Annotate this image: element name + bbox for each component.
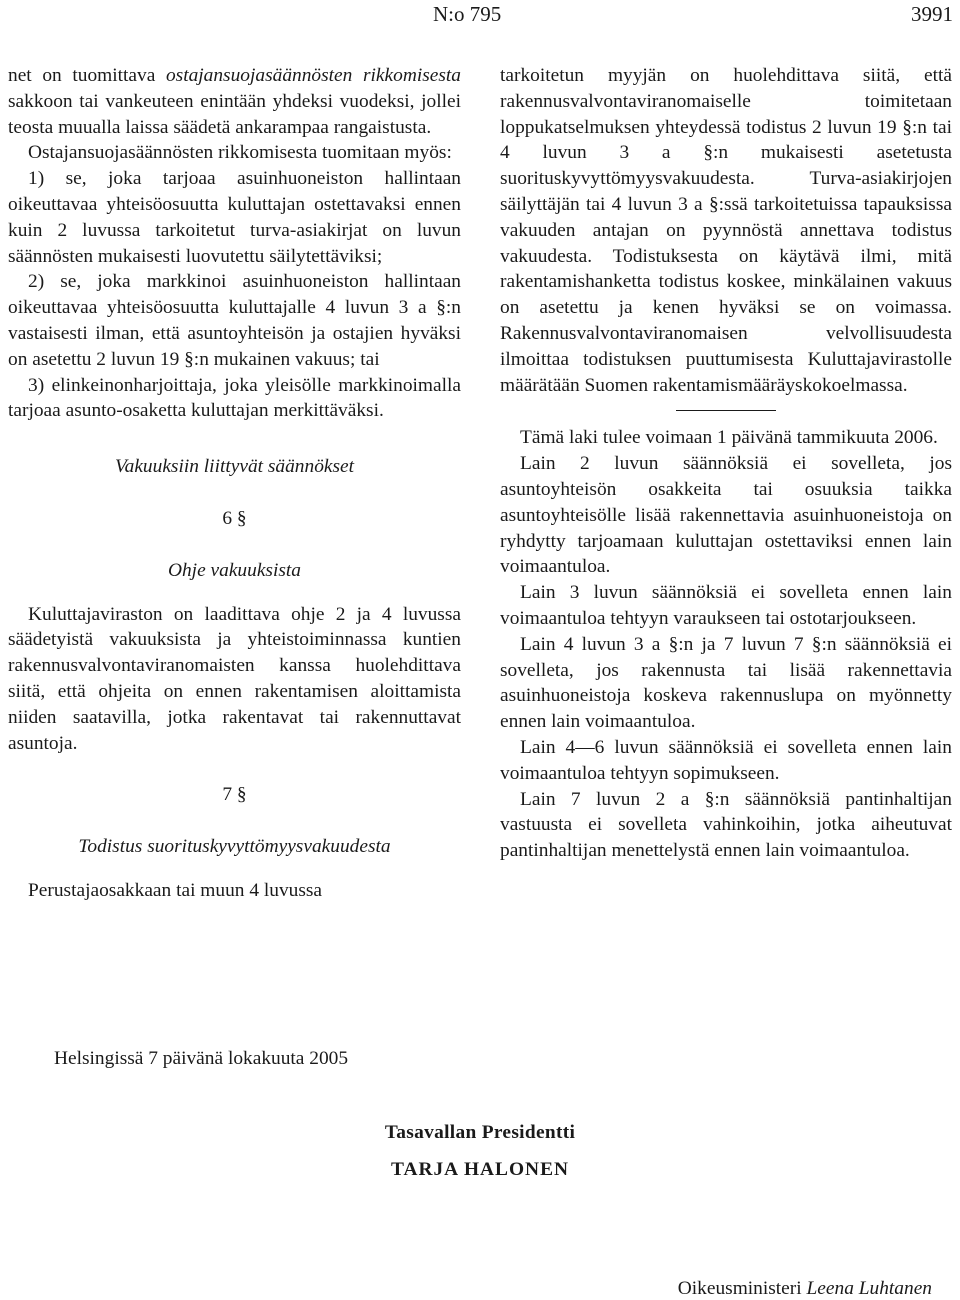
paragraph-penalty-start: net on tuomittava xyxy=(8,65,166,86)
section-6-number: 6 § xyxy=(222,507,247,529)
left-column xyxy=(8,63,461,904)
page-number: 3991 xyxy=(911,2,953,26)
minister-role: Oikeusministeri xyxy=(677,1278,802,1299)
list-item-3: 3) elinkeinonharjoittaja, joka yleisölle markkinoimalla tarjoaa asunto-osaketta kuluttajan merkittäväksi. xyxy=(8,374,461,422)
separator-line xyxy=(676,410,776,411)
section-7-title: Todistus suorituskyvyttömyysvakuudesta xyxy=(78,836,391,858)
president-name: TARJA HALONEN xyxy=(390,1159,570,1180)
minister-name: Leena Luhtanen xyxy=(806,1278,932,1299)
section-7-number: 7 § xyxy=(222,784,247,806)
transitional-chapter-4-7: Lain 4 luvun 3 a §:n ja 7 luvun 7 §:n säännöksiä ei sovelleta, jos rakennusta tai lisää rakennettavia asuinhuoneistoja koskeva rakennuslupa on myönnetty ennen lain voimaantuloa. xyxy=(500,633,952,733)
transitional-chapter-7: Lain 7 luvun 2 a §:n säännöksiä pantinhaltijan vastuusta ei sovelleta vahinkoihin, jotka aiheutuvat pantinhaltijan menettelystä ennen lain voimaantuloa. xyxy=(500,788,952,862)
section-6-title: Ohje vakuuksista xyxy=(167,559,301,581)
transitional-chapter-2: Lain 2 luvun säännöksiä ei sovelleta, jos asuntoyhteisön osakkeita tai osuuksia taikka asuntoyhteisölle lisää rakennettavia asuinhuoneistoja on ryhdytty tarjoamaan kuluttajan ostettaviksi ennen lain voimaantuloa. xyxy=(500,453,952,578)
list-item-1: 1) se, joka tarjoaa asuinhuoneiston hallintaan oikeuttavaa yhteisöosuutta kuluttajan ostettavaksi ennen kuin 2 luvussa tarkoitetut turva-asiakirjat on luvun säännösten mukaisesti luovutettu säilytettäviksi; xyxy=(8,168,461,267)
paragraph-penalty-end: sakkoon tai vankeuteen enintään yhdeksi vuodeksi, jollei teosta muualla laissa säädetä ankarampaa rangaistusta. xyxy=(8,90,461,138)
paragraph-also-convicted: Ostajansuojasäännösten rikkomisesta tuomitaan myös: xyxy=(28,142,452,164)
transitional-chapter-3: Lain 3 luvun säännöksiä ei sovelleta ennen lain voimaantuloa tehtyyn varaukseen tai ostotarjoukseen. xyxy=(500,582,952,629)
chapter-heading: Vakuuksiin liittyvät säännökset xyxy=(114,456,355,478)
section-6-text: Kuluttajaviraston on laadittava ohje 2 ja 4 luvussa säädetyistä vakuuksista ja yhteistoiminnassa kuntien rakennusvalvontaviranomaisten kanssa huolehdittava siitä, että ohjeita on ennen rakentamisen aloittamista niiden saatavilla, jotka rakentavat tai rakennuttavat asuntoja. xyxy=(8,603,461,754)
minister-signature xyxy=(678,1278,932,1300)
document-number: N:o 795 xyxy=(433,2,502,26)
italic-term: ostajansuojasäännösten rikkomisesta xyxy=(165,65,461,86)
paragraph-penalty xyxy=(8,63,461,140)
list-item-2: 2) se, joka markkinoi asuinhuoneiston hallintaan oikeuttavaa yhteisöosuutta kuluttajalle 4 luvun 3 a §:n vastaisesti ilman, että asuntoyhteisön ja ostajien hyväksi on asetettu 2 luvun 19 §:n mukainen vakuus; tai xyxy=(8,271,461,370)
transitional-chapter-4-6: Lain 4—6 luvun säännöksiä ei sovelleta ennen lain voimaantuloa tehtyyn sopimukseen. xyxy=(500,736,952,784)
section-7-text: Perustajaosakkaan tai muun 4 luvussa xyxy=(28,879,323,901)
signing-place-date: Helsingissä 7 päivänä lokakuuta 2005 xyxy=(54,1048,349,1069)
right-column xyxy=(500,63,952,864)
section-7-continuation: tarkoitetun myyjän on huolehdittava siitä, että rakennusvalvontaviranomaiselle toimitetaan loppukatselmuksen yhteydessä todistus 2 luvun 19 §:n tai 4 luvun 3 a §:n mukaisesti asetetusta suorituskyvyttömyysvakuudesta. Turva-asiakirjojen säilyttäjän tai 4 luvun 3 a §:ssä tarkoitetuissa tapauksissa vakuuden antajan on pyynnöstä annettava todistus vakuudesta. Todistuksesta on käytävä ilmi, mitä rakentamishanketta todistus koskee, minkälainen vakuus on asetettu ja kenen hyväksi se on voimassa. Rakennusvalvontaviranomaisen velvollisuudesta ilmoittaa todistuksen puuttumisesta Kuluttajavirastolle määrätään Suomen rakentamismääräyskokoelmassa. xyxy=(500,65,952,396)
entry-into-force: Tämä laki tulee voimaan 1 päivänä tammikuuta 2006. xyxy=(520,427,938,449)
president-title: Tasavallan Presidentti xyxy=(384,1122,576,1143)
